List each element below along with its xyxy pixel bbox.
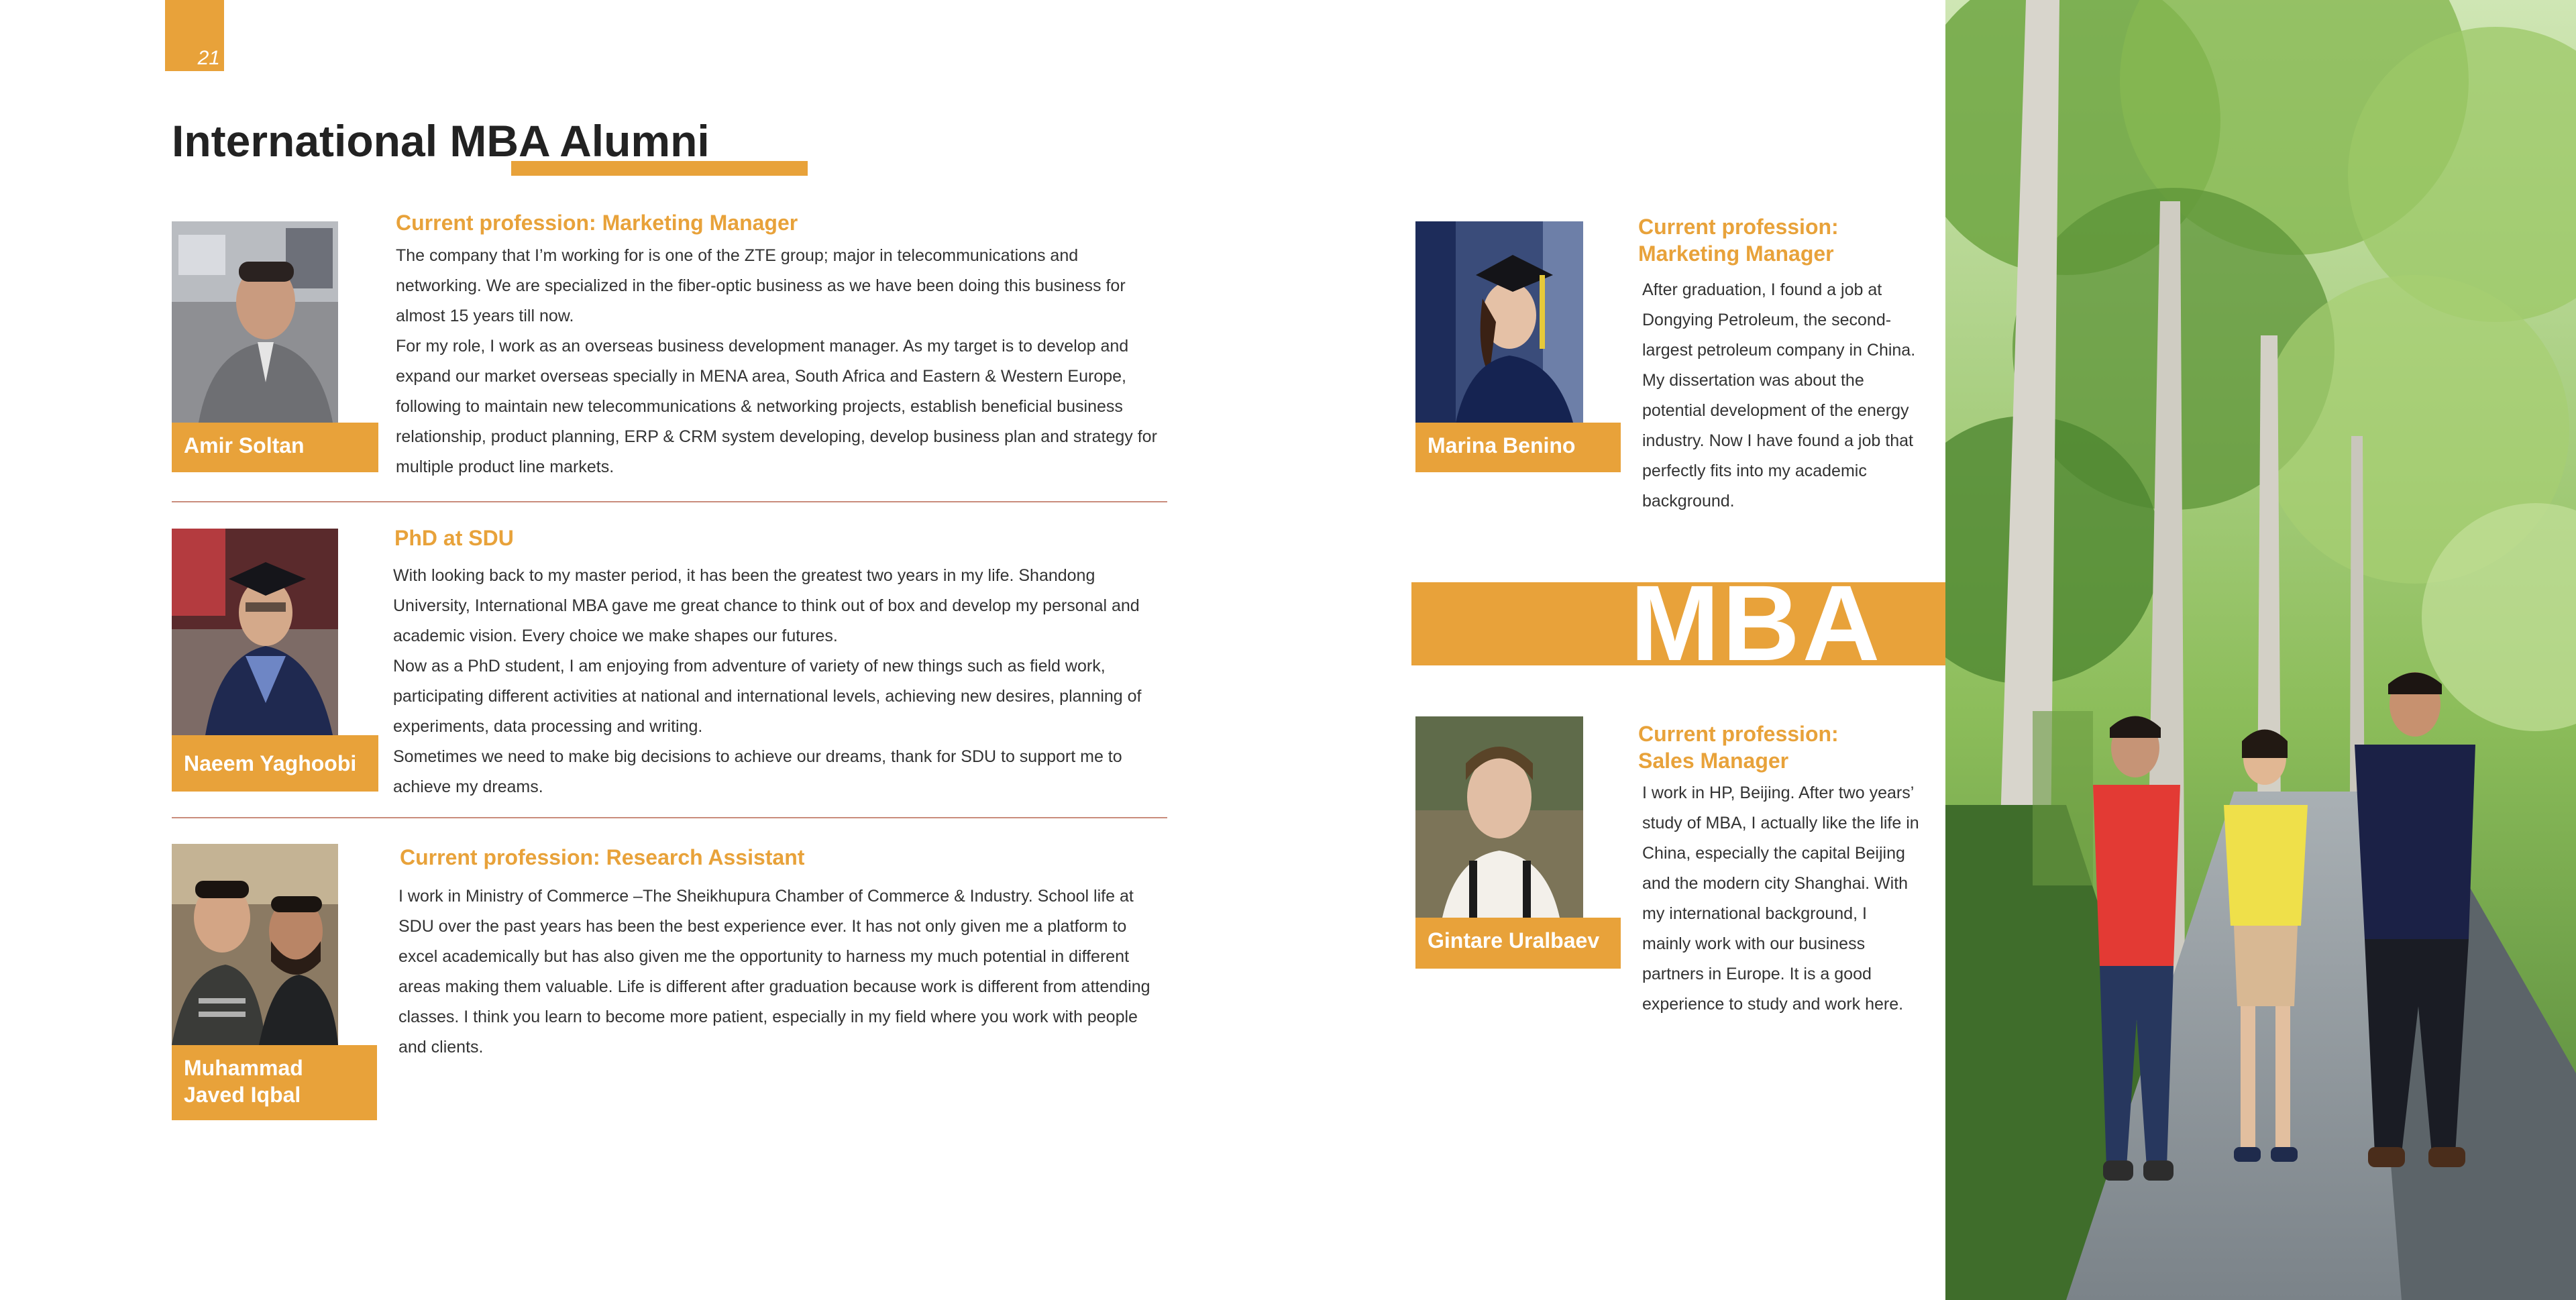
alumni-bio <box>396 241 1167 482</box>
alumni-name-box: Gintare Uralbaev <box>1415 918 1621 969</box>
alumni-name-box: Amir Soltan <box>172 423 378 472</box>
section-divider <box>172 817 1167 818</box>
alumni-heading: Current profession: Marketing Manager <box>1638 215 1839 266</box>
alumni-photo-muhammad <box>172 844 338 1045</box>
alumni-name-box: Marina Benino <box>1415 423 1621 472</box>
alumni-bio <box>1642 778 1920 1020</box>
page-title: International MBA Alumni <box>172 116 710 166</box>
alumni-heading: PhD at SDU <box>394 526 514 550</box>
page-number-left: 21 <box>165 0 224 71</box>
alumni-bio <box>398 881 1170 1063</box>
mba-banner-text: MBA <box>1630 563 1883 683</box>
bio-paragraph: With looking back to my master period, it has been the greatest two years in my life. Shandong University, International MBA gave me great chance to think out of box and develop my personal and academic vision. Every choice we make shapes our futures. <box>393 566 1140 645</box>
alumni-name-box: Muhammad Javed Iqbal <box>172 1045 377 1120</box>
bio-paragraph: I work in HP, Beijing. After two years’ study of MBA, I actually like the life in China, especially the capital Beijing and the modern city Shanghai. With my international background, I mainly work with our business partners in Europe. It is a good experience to study and work here. <box>1642 783 1919 1014</box>
alumni-photo-amir <box>172 221 338 423</box>
section-divider <box>172 501 1167 502</box>
bio-paragraph: The company that I’m working for is one of the ZTE group; major in telecommunications and networking. We are specialized in the fiber-optic business as we have been doing this business for almost 15 years till now. <box>396 246 1126 325</box>
bio-paragraph: After graduation, I found a job at Dongying Petroleum, the second-largest petroleum company in China. My dissertation was about the potential development of the energy industry. Now I have found a job that perfectly fits into my academic background. <box>1642 280 1916 510</box>
alumni-photo-gintare <box>1415 716 1583 918</box>
campus-photo <box>1945 0 2576 1300</box>
alumni-name-box: Naeem Yaghoobi <box>172 735 378 792</box>
alumni-bio <box>393 561 1169 802</box>
bio-paragraph: I work in Ministry of Commerce –The Sheikhupura Chamber of Commerce & Industry. School life at SDU over the past years has been the best experience ever. It has not only given me a platform to excel academically but has also given me the opportunity to harness my much potential in different areas making them valuable. Life is different after graduation because work is different from attending classes. I think you learn to become more patient, especially in my field where you work with people and clients. <box>398 887 1150 1057</box>
alumni-heading: Current profession: Research Assistant <box>400 845 805 869</box>
bio-paragraph: For my role, I work as an overseas business development manager. As my target is to develop and expand our market overseas specially in MENA area, South Africa and Eastern & Western Europe, following to maintain new telecommunications & networking projects, establish beneficial business relationship, product planning, ERP & CRM system developing, develop business plan and strategy for multiple product line markets. <box>396 337 1157 476</box>
alumni-heading: Current profession: Marketing Manager <box>396 211 798 235</box>
alumni-photo-marina <box>1415 221 1583 423</box>
bio-paragraph: Sometimes we need to make big decisions to achieve our dreams, thank for SDU to support me to achieve my dreams. <box>393 747 1122 796</box>
alumni-bio <box>1642 275 1920 517</box>
alumni-heading: Current profession: Sales Manager <box>1638 722 1839 773</box>
bio-paragraph: Now as a PhD student, I am enjoying from adventure of variety of new things such as field work, participating different activities at national and international levels, achieving new desires, planning of experiments, data processing and writing. <box>393 657 1142 736</box>
alumni-photo-naeem <box>172 529 338 735</box>
